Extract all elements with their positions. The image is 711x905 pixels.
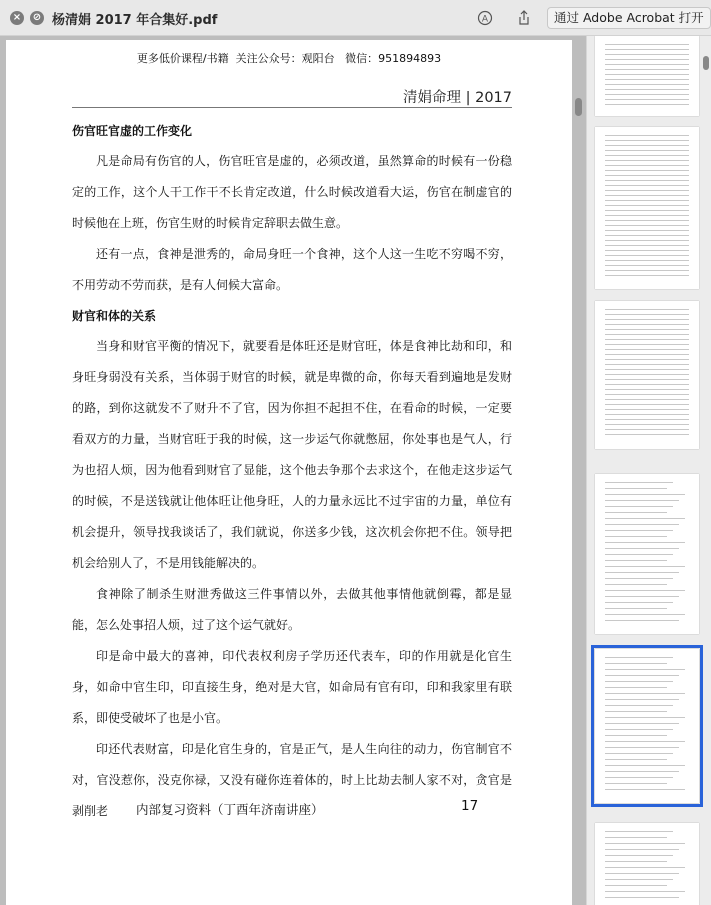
thumbnail-text-line (605, 160, 689, 161)
thumbnail-text-line (605, 663, 667, 664)
sidebar-scrollbar-thumb[interactable] (703, 56, 709, 70)
thumbnail-text-line (605, 84, 689, 85)
thumbnail-text-line (605, 354, 689, 355)
page-body (72, 116, 512, 827)
thumbnail-text-line (605, 230, 689, 231)
thumbnail-text-line (605, 699, 679, 700)
thumbnail-text-line (605, 374, 689, 375)
thumbnail-text-line (605, 759, 667, 760)
thumbnail-text-line (605, 789, 685, 790)
thumbnail-text-line (605, 190, 689, 191)
thumbnail-text-line (605, 729, 673, 730)
thumbnail-text-line (605, 409, 689, 410)
svg-text:A: A (481, 14, 489, 25)
thumbnail-text-line (605, 578, 673, 579)
thumbnail-text-line (605, 135, 689, 136)
thumbnail-text-line (605, 885, 667, 886)
thumbnail-text-line (605, 64, 689, 65)
thumbnail-text-line (605, 608, 667, 609)
thumbnail-text-line (605, 215, 689, 216)
thumbnail-text-line (605, 235, 689, 236)
thumbnail-text-line (605, 669, 685, 670)
thumbnail-text-line (605, 275, 689, 276)
markup-icon[interactable] (476, 9, 494, 27)
thumbnail-text-line (605, 414, 689, 415)
thumbnail-text-line (605, 165, 689, 166)
paragraph: 凡是命局有伤官的人，伤官旺官是虚的，必须改道，虽然算命的时候有一份稳定的工作，这个人干工作干不长肯定改道，什么时候改道看大运，伤官在制虚官的时候他在上班，伤官生财的时候肯定辞职去做生意。 (72, 154, 512, 230)
thumbnail-text-line (605, 349, 689, 350)
thumbnail-sidebar[interactable] (586, 36, 711, 905)
paragraph: 当身和财官平衡的情况下，就要看是体旺还是财官旺，体是食神比劫和印，和身旺身弱没有关系，当体弱于财官的时候，就是卑微的命，你每天看到遍地是发财的路，到你这就发不了财升不了官，因为你担不起担不住，在看命的时候，一定要看双方的力量，当财官旺于我的时候，这一步运气你就憋屈，你处事也是气人，行为也招人烦，因为他看到财官了显能，这个他去争那个去求这个，在他走这步运气的时候，不是送钱就让他体旺让他身旺，人的力量永远比不过宇宙的力量，单位有机会提升，领导找我谈话了，我们就说，你送多少钱，这次机会你把不住。领导把机会给别人了，不是用钱能解决的。 (72, 339, 512, 570)
thumbnail-text-line (605, 506, 673, 507)
thumbnail-text-line (605, 873, 679, 874)
header-note: 更多低价课程/书籍 关注公众号：观阳台 微信：951894893 (136, 52, 442, 65)
thumbnail-text-line (605, 536, 667, 537)
thumbnail-text-line (605, 240, 689, 241)
thumbnail-text-line (605, 389, 689, 390)
thumbnail-text-line (605, 494, 685, 495)
slash-icon[interactable]: ⊘ (30, 11, 44, 25)
thumbnail-text-line (605, 180, 689, 181)
thumbnail-text-line (605, 404, 689, 405)
thumbnail-text-line (605, 488, 667, 489)
thumbnail-text-line (605, 364, 689, 365)
thumbnail-text-line (605, 602, 673, 603)
thumbnail-text-line (605, 753, 673, 754)
thumbnail-text-line (605, 170, 689, 171)
paragraph: 食神除了制杀生财泄秀做这三件事情以外，去做其他事情他就倒霉，都是显能，怎么处事招人烦，过了这个运气就好。 (72, 587, 512, 632)
thumbnail-text-line (605, 255, 689, 256)
thumbnail-text-line (605, 542, 685, 543)
thumbnail-text-line (605, 359, 689, 360)
thumbnail-text-line (605, 155, 689, 156)
thumbnail-text-line (605, 891, 685, 892)
thumbnail-text-line (605, 500, 679, 501)
thumbnail-text-line (605, 867, 685, 868)
page-thumbnail[interactable] (595, 823, 699, 905)
thumbnail-text-line (605, 560, 667, 561)
thumbnail-text-line (605, 329, 689, 330)
running-head: 清娟命理 | 2017 (402, 90, 512, 106)
page-thumbnail[interactable] (595, 36, 699, 116)
thumbnail-text-line (605, 837, 667, 838)
thumbnail-text-line (605, 711, 667, 712)
thumbnail-text-line (605, 250, 689, 251)
pdf-page (6, 40, 572, 905)
thumbnail-text-line (605, 897, 679, 898)
thumbnail-text-line (605, 99, 689, 100)
thumbnail-text-line (605, 59, 689, 60)
page-thumbnail[interactable] (595, 127, 699, 289)
thumbnail-text-line (605, 339, 689, 340)
thumbnail-text-line (605, 657, 673, 658)
scrollbar-thumb[interactable] (575, 98, 582, 116)
thumbnail-text-line (605, 175, 689, 176)
thumbnail-text-line (605, 777, 673, 778)
section-heading: 财官和体的关系 (72, 309, 157, 323)
thumbnail-text-line (605, 89, 689, 90)
thumbnail-text-line (605, 245, 689, 246)
thumbnail-text-line (605, 419, 689, 420)
thumbnail-text-line (605, 260, 689, 261)
thumbnail-text-line (605, 319, 689, 320)
thumbnail-text-line (605, 548, 679, 549)
thumbnail-text-line (605, 735, 667, 736)
thumbnail-text-line (605, 54, 689, 55)
thumbnail-text-line (605, 741, 685, 742)
document-view[interactable] (0, 36, 586, 905)
thumbnail-text-line (605, 572, 679, 573)
thumbnail-text-line (605, 79, 689, 80)
paragraph: 还有一点，食神是泄秀的，命局身旺一个食神，这个人这一生吃不穷喝不穷，不用劳动不劳而获，是有人伺候大富命。 (72, 247, 512, 292)
thumbnail-text-line (605, 518, 685, 519)
thumbnail-text-line (605, 44, 689, 45)
thumbnail-text-line (605, 590, 685, 591)
thumbnail-text-line (605, 855, 673, 856)
thumbnail-text-line (605, 723, 679, 724)
thumbnail-text-line (605, 681, 673, 682)
thumbnail-text-line (605, 94, 689, 95)
thumbnail-text-line (605, 185, 689, 186)
page-thumbnail-selected[interactable] (595, 649, 699, 803)
section-heading: 伤官旺官虚的工作变化 (72, 124, 193, 138)
thumbnail-text-line (605, 140, 689, 141)
document-title: 杨清娟 2017 年合集好.pdf (52, 13, 218, 28)
thumbnail-text-line (605, 220, 689, 221)
title-bar (0, 0, 711, 36)
thumbnail-text-line (605, 512, 667, 513)
thumbnail-text-line (605, 693, 685, 694)
thumbnail-text-line (605, 596, 679, 597)
thumbnail-text-line (605, 369, 689, 370)
thumbnail-text-line (605, 324, 689, 325)
paragraph: 印还代表财富，印是化官生身的，官是正气，是人生向往的动力，伤官制官不对，官没惹你，没克你禄，又没有碰你连着体的，时上比劫去制人家不对，贪官是剥削老 (72, 742, 512, 818)
thumbnail-text-line (605, 424, 689, 425)
thumbnail-text-line (605, 614, 685, 615)
thumbnail-text-line (605, 205, 689, 206)
thumbnail-text-line (605, 399, 689, 400)
page-number: 17 (461, 798, 479, 814)
thumbnail-text-line (605, 620, 679, 621)
thumbnail-text-line (605, 482, 673, 483)
thumbnail-text-line (605, 566, 685, 567)
thumbnail-text-line (605, 74, 689, 75)
thumbnail-text-line (605, 394, 689, 395)
thumbnail-text-line (605, 379, 689, 380)
thumbnail-text-line (605, 843, 685, 844)
thumbnail-text-line (605, 150, 689, 151)
thumbnail-text-line (605, 49, 689, 50)
close-icon[interactable]: × (10, 11, 24, 25)
thumbnail-text-line (605, 270, 689, 271)
page-thumbnail[interactable] (595, 474, 699, 634)
thumbnail-text-line (605, 717, 685, 718)
thumbnail-text-line (605, 434, 689, 435)
thumbnail-text-line (605, 849, 679, 850)
thumbnail-text-line (605, 429, 689, 430)
thumbnail-text-line (605, 705, 673, 706)
thumbnail-text-line (605, 861, 667, 862)
thumbnail-text-line (605, 309, 689, 310)
thumbnail-text-line (605, 530, 673, 531)
thumbnail-text-line (605, 771, 679, 772)
thumbnail-text-line (605, 314, 689, 315)
thumbnail-text-line (605, 524, 679, 525)
thumbnail-text-line (605, 200, 689, 201)
thumbnail-text-line (605, 747, 679, 748)
thumbnail-text-line (605, 584, 667, 585)
thumbnail-text-line (605, 104, 689, 105)
thumbnail-text-line (605, 334, 689, 335)
thumbnail-text-line (605, 384, 689, 385)
thumbnail-text-line (605, 765, 685, 766)
thumbnail-text-line (605, 687, 667, 688)
thumbnail-text-line (605, 675, 679, 676)
thumbnail-text-line (605, 831, 673, 832)
thumbnail-text-line (605, 195, 689, 196)
header-rule (72, 107, 512, 108)
thumbnail-text-line (605, 265, 689, 266)
thumbnail-text-line (605, 210, 689, 211)
thumbnail-text-line (605, 145, 689, 146)
page-thumbnail[interactable] (595, 301, 699, 449)
share-icon[interactable] (515, 9, 533, 27)
document-scrollbar[interactable] (573, 76, 586, 905)
open-in-acrobat-button[interactable]: 通过 Adobe Acrobat 打开 (547, 7, 711, 29)
paragraph: 印是命中最大的喜神，印代表权利房子学历还代表车，印的作用就是化官生身，如命中官生印，印直接生身，绝对是大官，如命局有官有印，印和我家里有联系，即使受破坏了也是小官。 (72, 649, 512, 725)
thumbnail-text-line (605, 69, 689, 70)
thumbnail-text-line (605, 344, 689, 345)
thumbnail-text-line (605, 225, 689, 226)
thumbnail-text-line (605, 554, 673, 555)
thumbnail-text-line (605, 879, 673, 880)
footer-note: 内部复习资料（丁酉年济南讲座） (136, 802, 324, 817)
thumbnail-text-line (605, 783, 667, 784)
